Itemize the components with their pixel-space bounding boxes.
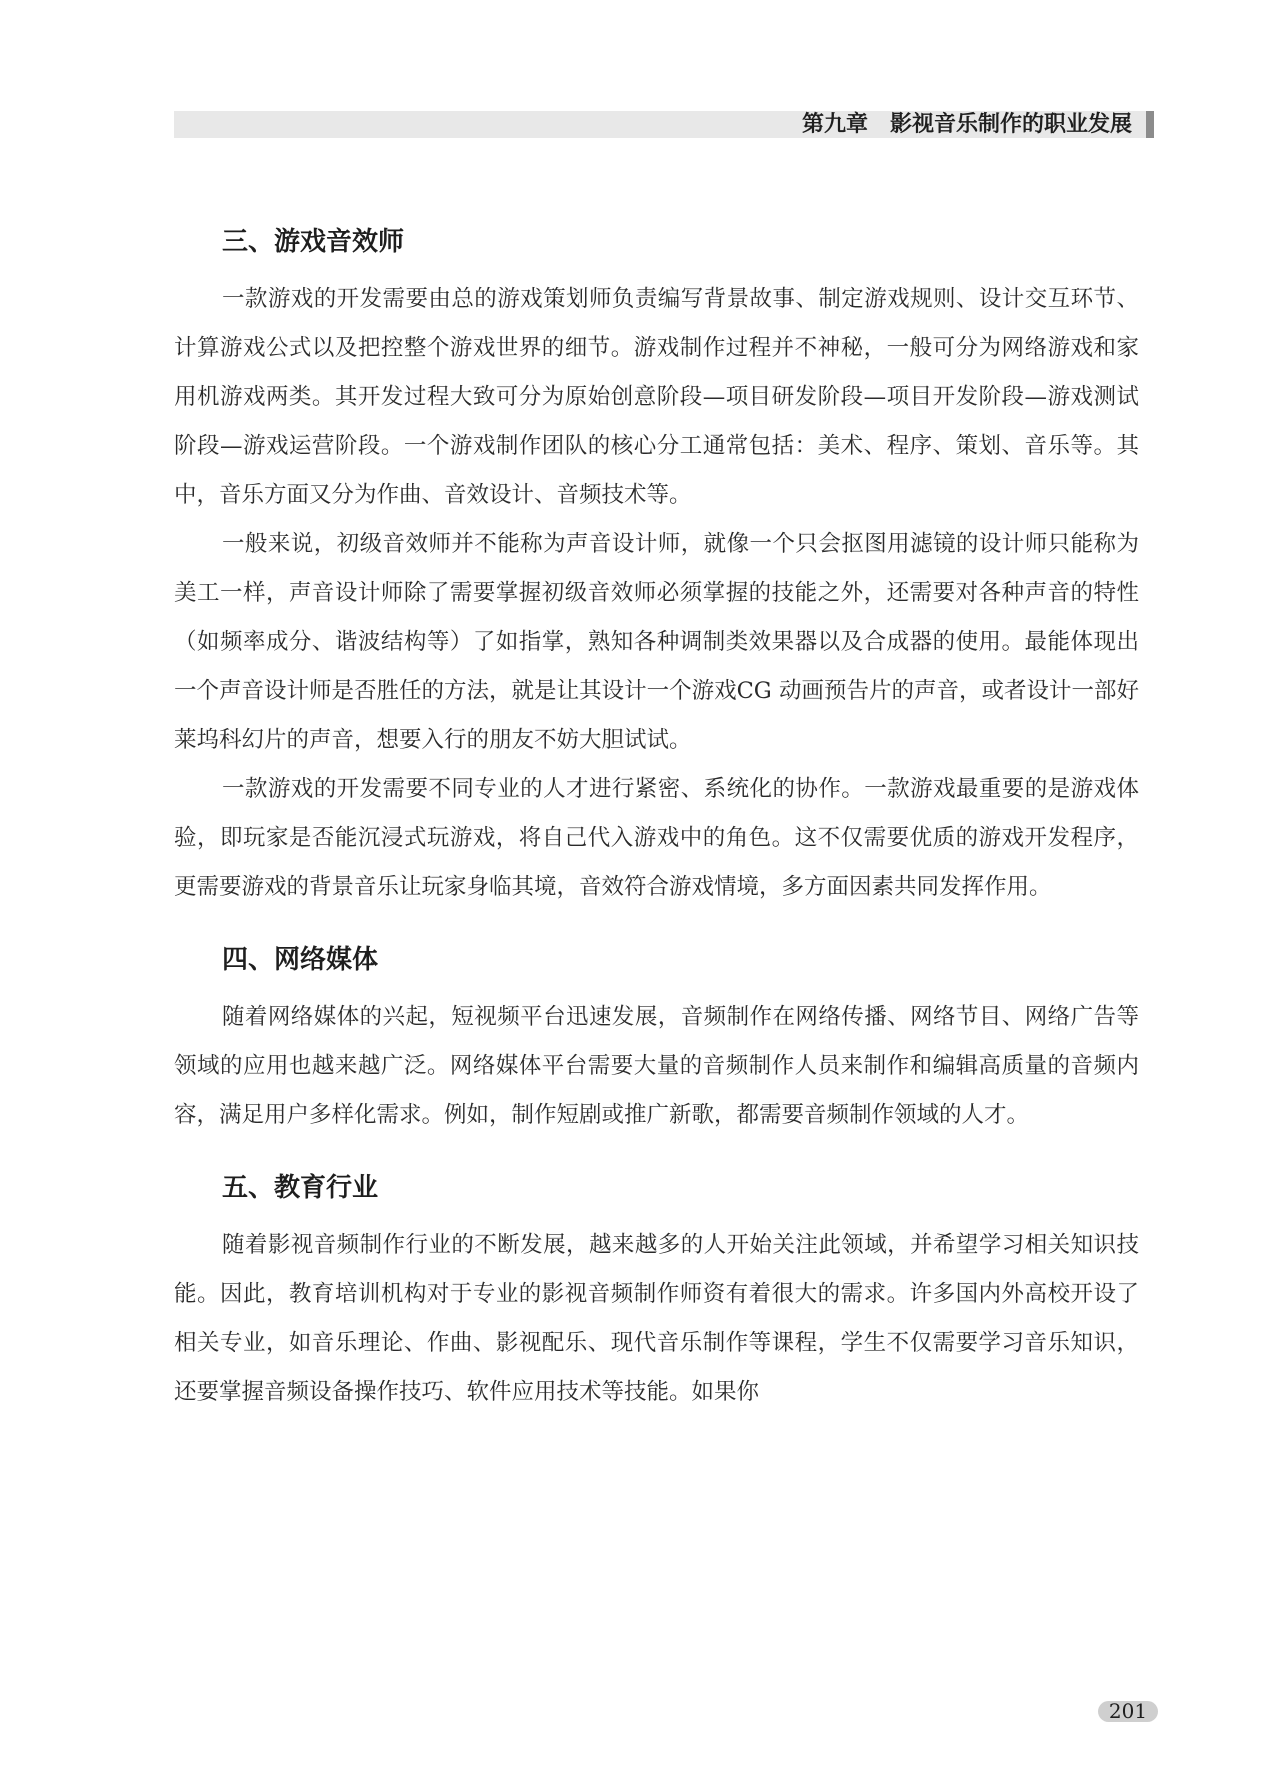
page-number: 201 bbox=[1108, 1699, 1148, 1723]
section-game-sound-designer bbox=[174, 218, 1139, 912]
paragraph: 一款游戏的开发需要由总的游戏策划师负责编写背景故事、制定游戏规则、设计交互环节、计算游戏公式以及把控整个游戏世界的细节。游戏制作过程并不神秘，一般可分为网络游戏和家用机游戏两类。其开发过程大致可分为原始创意阶段—项目研发阶段—项目开发阶段—游戏测试阶段—游戏运营阶段。一个游戏制作团队的核心分工通常包括：美术、程序、策划、音乐等。其中，音乐方面又分为作曲、音效设计、音频技术等。 bbox=[174, 286, 1139, 508]
chapter-title: 第九章 影视音乐制作的职业发展 bbox=[801, 112, 1132, 137]
paragraph: 一款游戏的开发需要不同专业的人才进行紧密、系统化的协作。一款游戏最重要的是游戏体验，即玩家是否能沉浸式玩游戏，将自己代入游戏中的角色。这不仅需要优质的游戏开发程序，更需要游戏的背景音乐让玩家身临其境，音效符合游戏情境，多方面因素共同发挥作用。 bbox=[174, 776, 1139, 900]
section-heading: 四、网络媒体 bbox=[222, 945, 379, 975]
section-network-media bbox=[174, 936, 1139, 1140]
section-education bbox=[174, 1164, 1139, 1417]
paragraph: 一般来说，初级音效师并不能称为声音设计师，就像一个只会抠图用滤镜的设计师只能称为美工一样，声音设计师除了需要掌握初级音效师必须掌握的技能之外，还需要对各种声音的特性（如频率成分、谐波结构等）了如指掌，熟知各种调制类效果器以及合成器的使用。最能体现出一个声音设计师是否胜任的方法，就是让其设计一个游戏CG 动画预告片的声音，或者设计一部好莱坞科幻片的声音，想要入行的朋友不妨大胆试试。 bbox=[174, 531, 1139, 753]
page-content bbox=[174, 218, 1139, 1417]
header-accent-mark bbox=[1146, 111, 1154, 138]
paragraph: 随着影视音频制作行业的不断发展，越来越多的人开始关注此领域，并希望学习相关知识技能。因此，教育培训机构对于专业的影视音频制作师资有着很大的需求。许多国内外高校开设了相关专业，如音乐理论、作曲、影视配乐、现代音乐制作等课程，学生不仅需要学习音乐知识，还要掌握音频设备操作技巧、软件应用技术等技能。如果你 bbox=[174, 1232, 1139, 1405]
section-heading: 五、教育行业 bbox=[222, 1173, 379, 1203]
section-heading: 三、游戏音效师 bbox=[222, 227, 405, 257]
paragraph: 随着网络媒体的兴起，短视频平台迅速发展，音频制作在网络传播、网络节目、网络广告等领域的应用也越来越广泛。网络媒体平台需要大量的音频制作人员来制作和编辑高质量的音频内容，满足用户多样化需求。例如，制作短剧或推广新歌，都需要音频制作领域的人才。 bbox=[174, 1004, 1139, 1128]
